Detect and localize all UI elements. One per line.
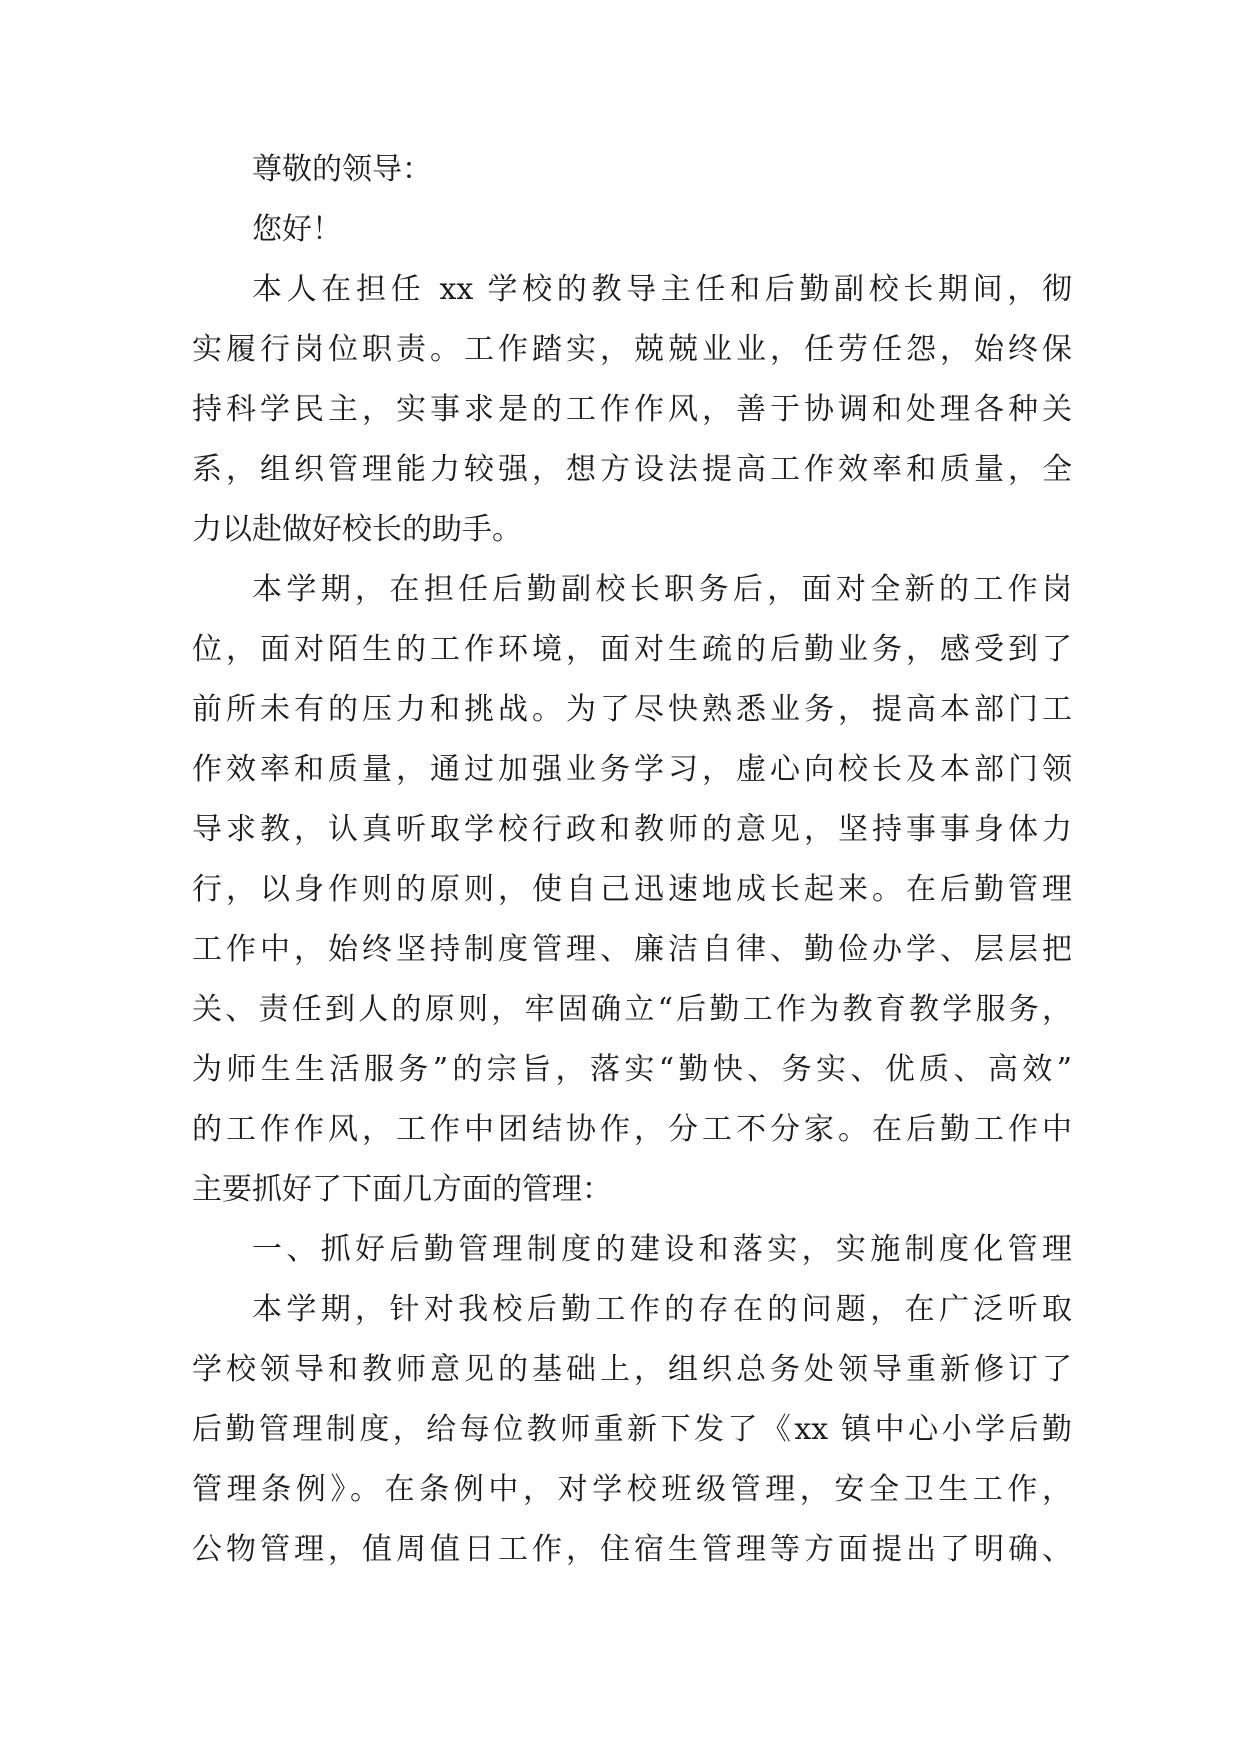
paragraph-2-line: 为师生生活服务”的宗旨，落实“勤快、务实、优质、高效” [192,1052,1072,1087]
section-heading: 一、抓好后勤管理制度的建设和落实，实施制度化管理 [252,1232,1072,1267]
paragraph-3-line: 公物管理，值周值日工作，住宿生管理等方面提出了明确、 [192,1532,1072,1567]
paragraph-3-line: 学校领导和教师意见的基础上，组织总务处领导重新修订了 [192,1352,1072,1387]
paragraph-2-line: 前所未有的压力和挑战。为了尽快熟悉业务，提高本部门工 [192,692,1072,727]
paragraph-2-line: 位，面对陌生的工作环境，面对生疏的后勤业务，感受到了 [192,632,1072,667]
paragraph-2-line: 主要抓好了下面几方面的管理： [192,1172,612,1207]
paragraph-2-line: 行，以身作则的原则，使自己迅速地成长起来。在后勤管理 [192,872,1072,907]
paragraph-3-line: 本学期，针对我校后勤工作的存在的问题，在广泛听取 [252,1292,1072,1327]
paragraph-2-line: 工作中，始终坚持制度管理、廉洁自律、勤俭办学、层层把 [192,932,1072,967]
paragraph-2-line: 本学期，在担任后勤副校长职务后，面对全新的工作岗 [252,572,1072,607]
paragraph-1-line: 实履行岗位职责。工作踏实，兢兢业业，任劳任怨，始终保 [192,332,1072,367]
paragraph-1-line: 力以赴做好校长的助手。 [192,512,522,547]
paragraph-2-line: 关、责任到人的原则，牢固确立“后勤工作为教育教学服务， [192,992,1072,1027]
paragraph-1-line: 持科学民主，实事求是的工作作风，善于协调和处理各种关 [192,392,1072,427]
paragraph-1-line: 本人在担任 xx 学校的教导主任和后勤副校长期间，彻 [252,272,1072,307]
paragraph-3-line: 后勤管理制度，给每位教师重新下发了《xx 镇中心小学后勤 [192,1412,1072,1447]
paragraph-3-line: 管理条例》。在条例中，对学校班级管理，安全卫生工作， [192,1472,1072,1507]
paragraph-1-line: 系，组织管理能力较强，想方设法提高工作效率和质量，全 [192,452,1072,487]
paragraph-2-line: 作效率和质量，通过加强业务学习，虚心向校长及本部门领 [192,752,1072,787]
paragraph-2-line: 导求教，认真听取学校行政和教师的意见，坚持事事身体力 [192,812,1072,847]
paragraph-2-line: 的工作作风，工作中团结协作，分工不分家。在后勤工作中 [192,1112,1072,1147]
greeting: 您好！ [252,212,342,247]
salutation: 尊敬的领导： [252,152,432,187]
